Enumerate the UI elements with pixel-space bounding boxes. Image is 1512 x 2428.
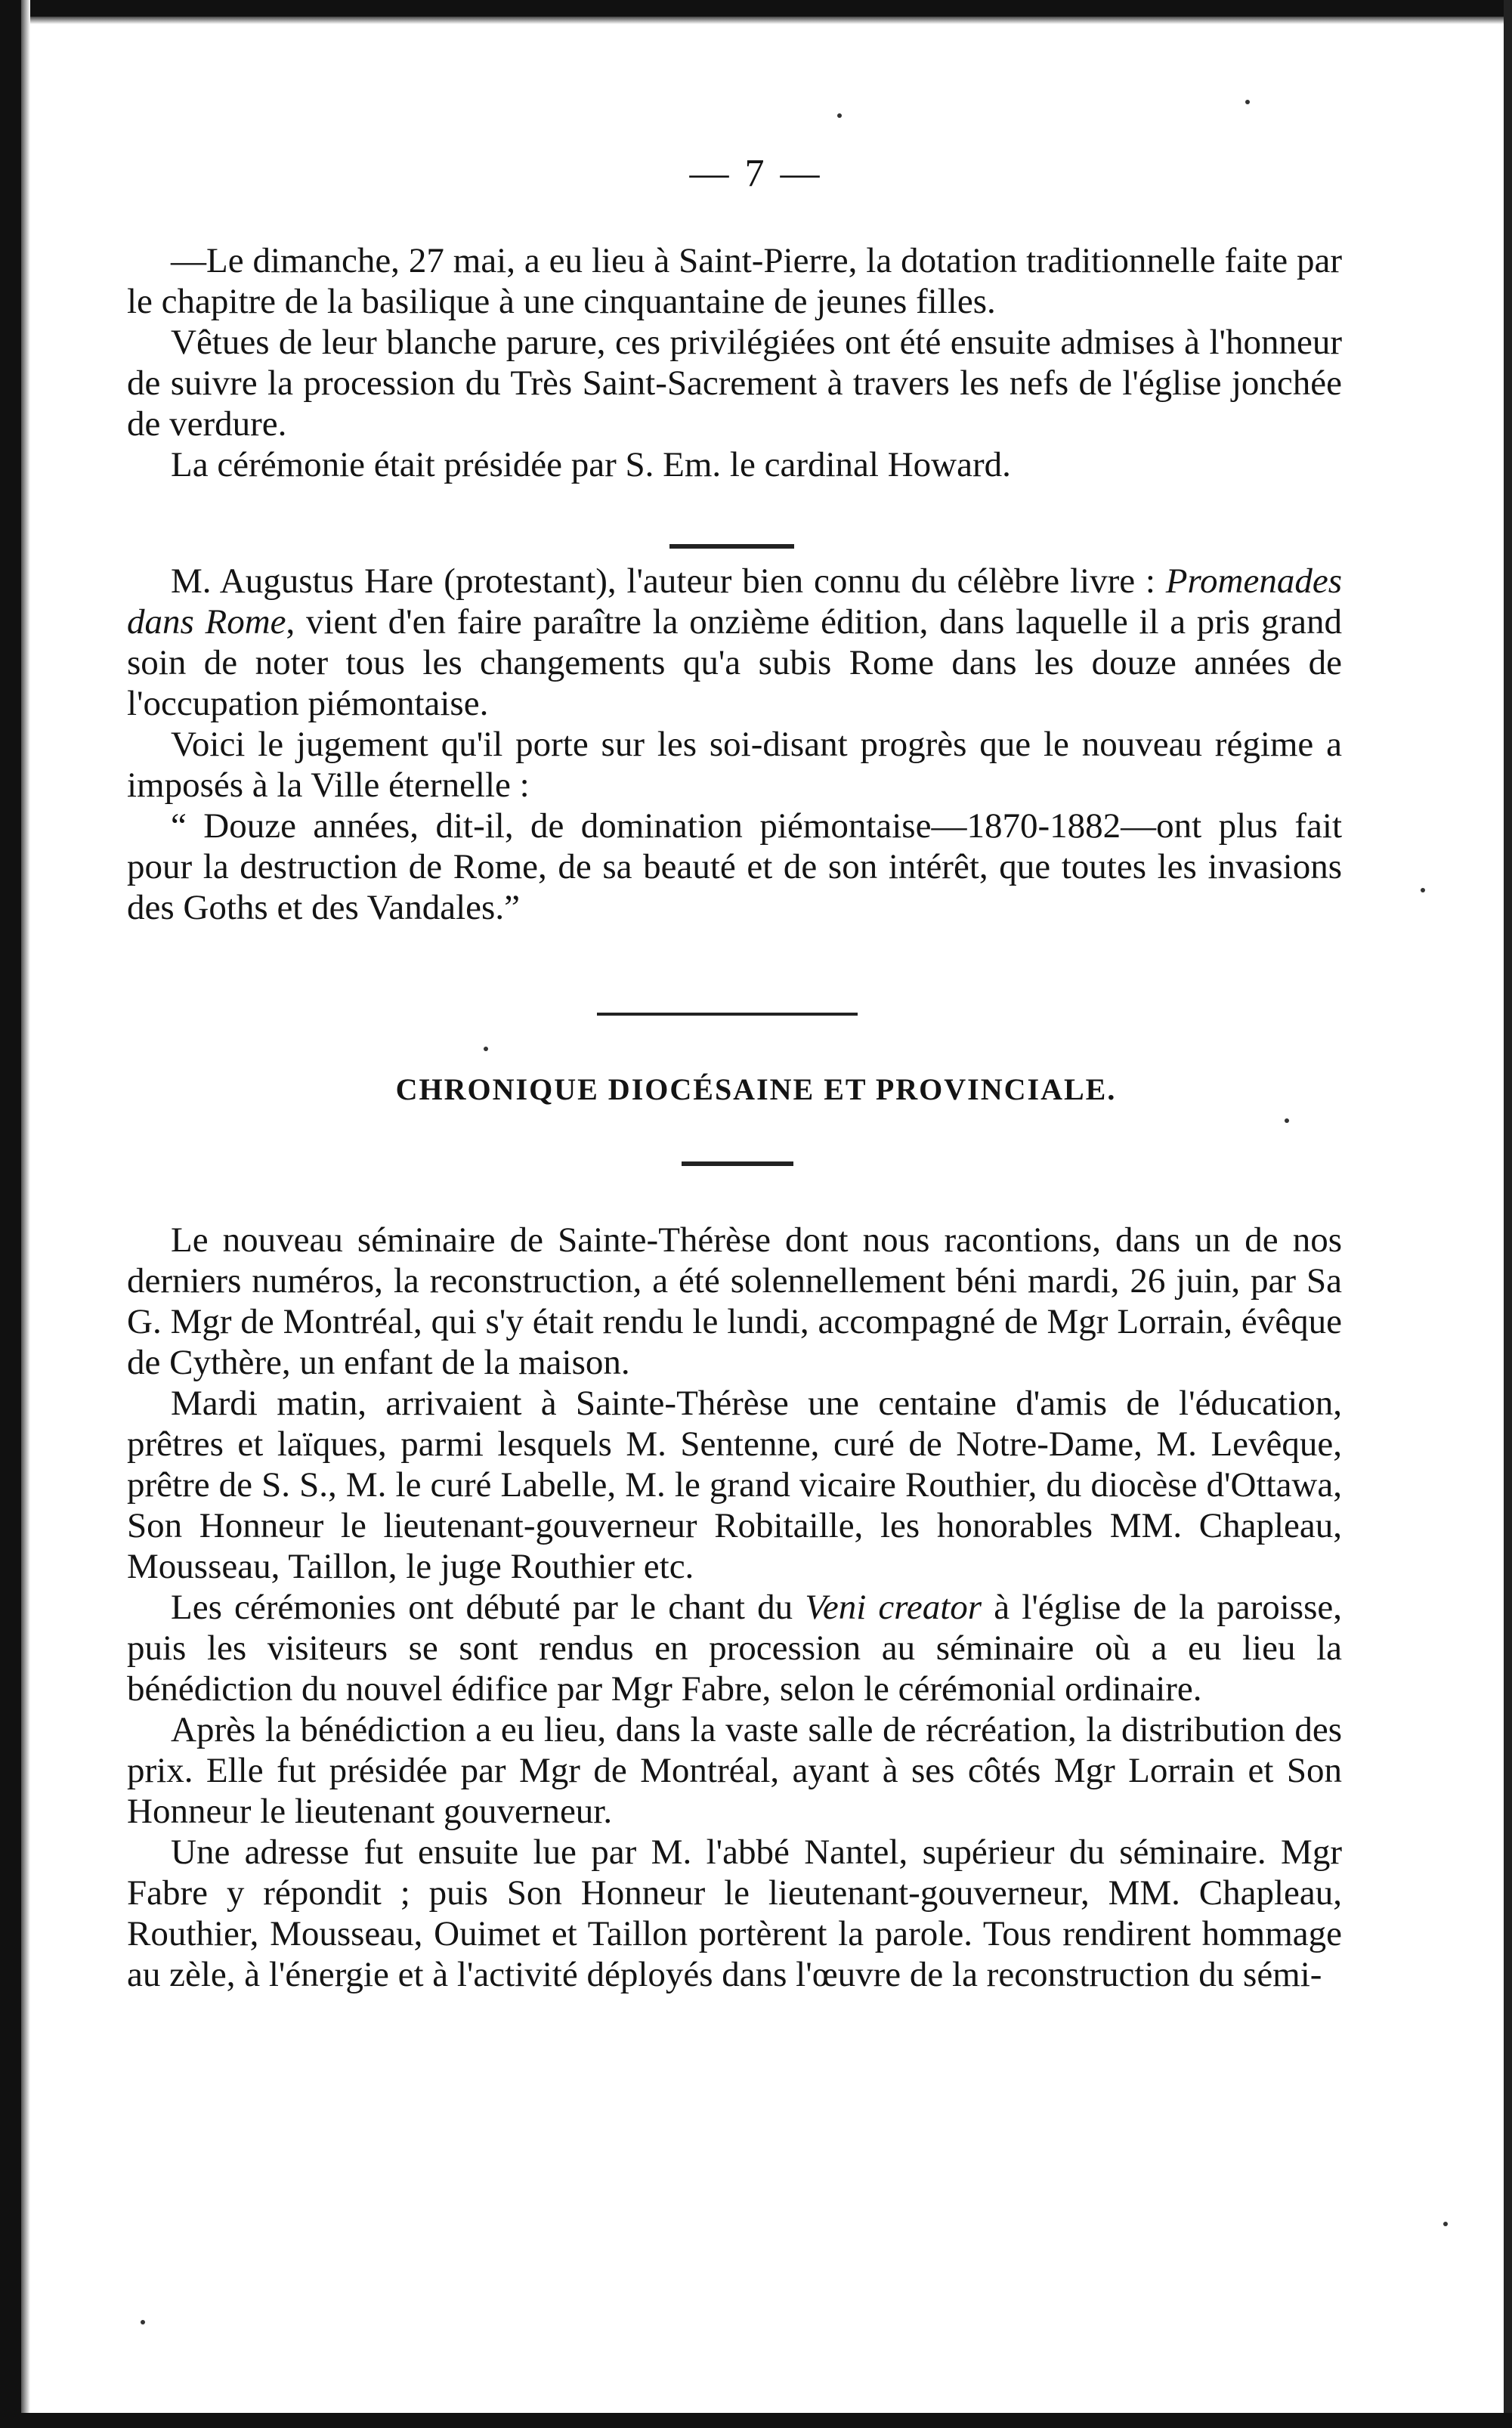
section-augustus-hare [127,561,1342,928]
paragraph [127,1587,1342,1709]
scan-speck [837,113,842,118]
paragraph: La cérémonie était présidée par S. Em. le cardinal Howard. [171,445,1011,484]
scan-speck [1443,2222,1448,2226]
section-heading: CHRONIQUE DIOCÉSAINE ET PROVINCIALE. [395,1072,1117,1106]
scan-border-top [0,0,1512,17]
scan-border-right [1504,0,1512,2428]
paragraph-text: M. Augustus Hare (protestant), l'auteur bien connu du célèbre livre : [171,561,1166,601]
paragraph: Une adresse fut ensuite lue par M. l'abbé Nantel, supérieur du séminaire. Mgr Fabre y répondit ; puis Son Honneur le lieutenant-gouverneur, MM. Chapleau, Routhier, Mousseau, Ouimet et Taillon portèrent la parole. Tous rendirent hommage au zèle, à l'énergie et à l'activité déployés dans l'œuvre de la reconstruction du sémi- [127,1833,1342,1994]
paragraph: —Le dimanche, 27 mai, a eu lieu à Saint-Pierre, la dotation traditionnelle faite par le chapitre de la basilique à une cinquantaine de jeunes filles. [127,241,1342,321]
scan-speck [1421,888,1425,892]
scan-speck [484,1047,488,1051]
scan-speck [141,2320,145,2324]
scan-speck [1245,100,1250,104]
paragraph-text: , vient d'en faire paraître la onzième édition, dans laquelle il a pris grand soin de noter tous les changements qu'a subis Rome dans les douze années de l'occupation piémontaise. [127,602,1342,723]
section-divider [597,1013,858,1016]
scan-border-bottom [0,2413,1512,2428]
book-title: Promenades dans Rome [127,561,1342,642]
page-number: — 7 — [689,152,823,195]
paragraph: Mardi matin, arrivaient à Sainte-Thérèse une centaine d'amis de l'éducation, prêtres et laïques, parmi lesquels M. Sentenne, curé de Notre-Dame, M. Levêque, prêtre de S. S., M. le curé Labelle, M. le grand vicaire Routhier, du diocèse d'Ottawa, Son Honneur le lieutenant-gouverneur Robitaille, les honorables MM. Chapleau, Mousseau, Taillon, le juge Routhier etc. [127,1384,1342,1586]
quotation: “ Douze années, dit-il, de domination piémontaise—1870-1882—ont plus fait pour la destruction de Rome, de sa beauté et de son intérêt, que toutes les invasions des Goths et des Vandales.” [127,806,1342,927]
paragraph: Le nouveau séminaire de Sainte-Thérèse dont nous racontions, dans un de nos derniers numéros, la reconstruction, a été solennellement béni mardi, 26 juin, par Sa G. Mgr de Montréal, qui s'y était rendu le lundi, accompagné de Mgr Lorrain, évêque de Cythère, un enfant de la maison. [127,1220,1342,1382]
paragraph-text: à l'église de la paroisse, puis les visiteurs se sont rendus en procession au séminaire où a eu lieu la bénédiction du nouvel édifice par Mgr Fabre, selon le cérémonial ordinaire. [127,1588,1342,1709]
paragraph-text: Les cérémonies ont débuté par le chant du [171,1588,805,1627]
paragraph [127,561,1342,724]
scan-border-left [0,0,21,2428]
section-chronique [127,1220,1342,1995]
scan-shadow-left [21,0,30,2428]
heading-underline [682,1161,793,1166]
scan-speck [1285,1118,1289,1123]
separator-rule [669,544,794,549]
paragraph: Voici le jugement qu'il porte sur les soi-disant progrès que le nouveau régime a imposés à la Ville éternelle : [127,725,1342,805]
hymn-title: Veni creator [805,1588,982,1627]
paragraph: Vêtues de leur blanche parure, ces privilégiées ont été ensuite admises à l'honneur de suivre la procession du Très Saint-Sacrement à travers les nefs de l'église jonchée de verdure. [127,323,1342,444]
paragraph: Après la bénédiction a eu lieu, dans la vaste salle de récréation, la distribution des prix. Elle fut présidée par Mgr de Montréal, ayant à ses côtés Mgr Lorrain et Son Honneur le lieutenant gouverneur. [127,1710,1342,1831]
scan-shadow-top [0,17,1512,24]
section-saint-pierre [127,240,1342,485]
